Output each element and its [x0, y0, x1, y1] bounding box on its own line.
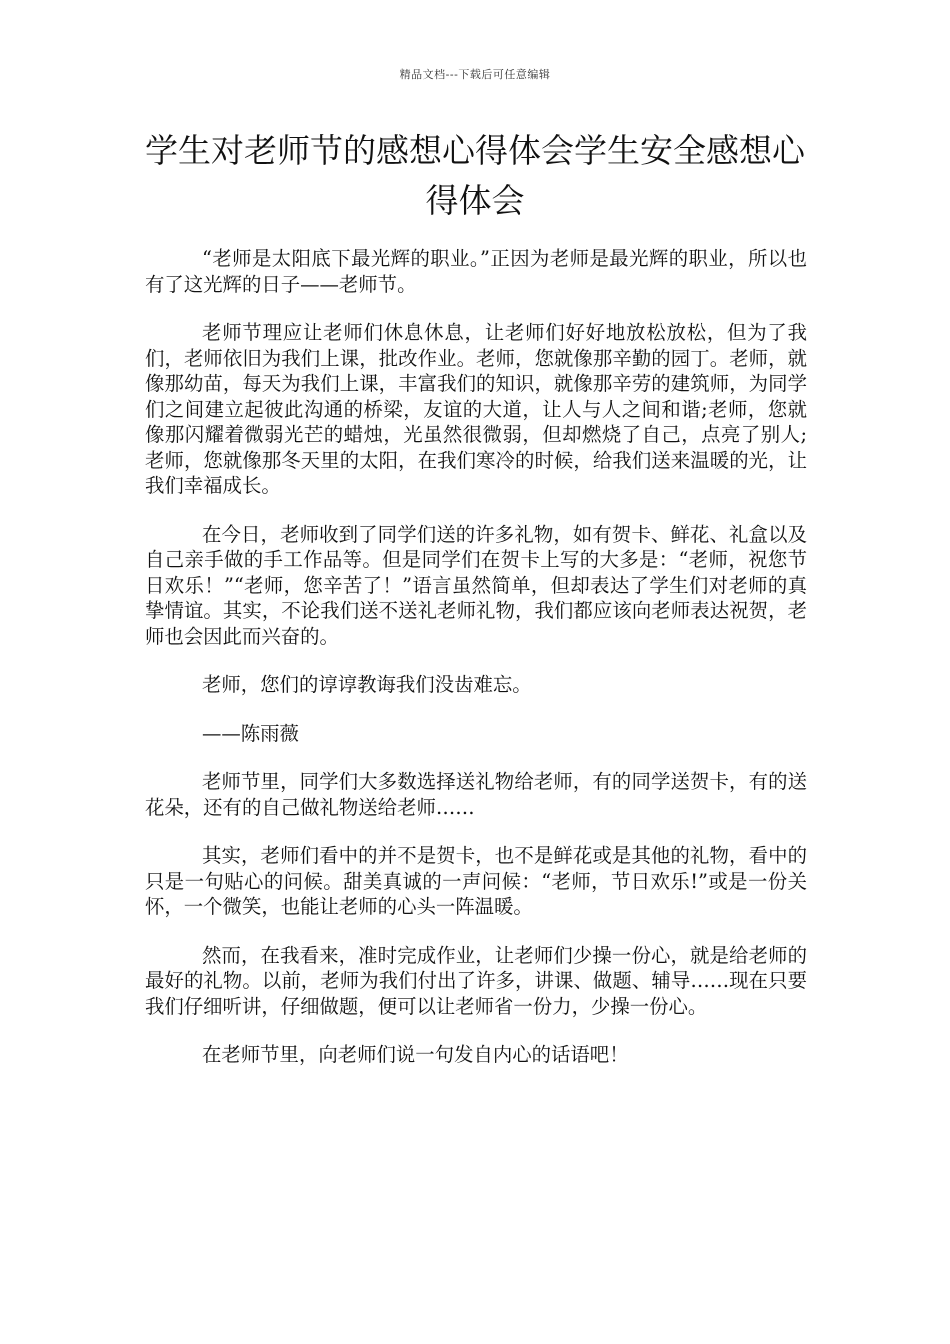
paragraph-2: 老师节理应让老师们休息休息，让老师们好好地放松放松，但为了我们，老师依旧为我们上课，批改作业。老师，您就像那辛勤的园丁。老师，就像那幼苗，每天为我们上课，丰富我们的知识，就像那辛劳的建筑师，为同学们之间建立起彼此沟通的桥梁，友谊的大道，让人与人之间和谐;老师，您就像那闪耀着微弱光芒的蜡烛，光虽然很微弱，但却燃烧了自己，点亮了别人;老师，您就像那冬天里的太阳，在我们寒冷的时候，给我们送来温暖的光，让我们幸福成长。 [145, 321, 807, 497]
paragraph-6: 其实，老师们看中的并不是贺卡，也不是鲜花或是其他的礼物，看中的只是一句贴心的问候。甜美真诚的一声问候：“老师，节日欢乐!”或是一份关怀，一个微笑，也能让老师的心头一阵温暖。 [145, 844, 807, 918]
paragraph-5: 老师节里，同学们大多数选择送礼物给老师，有的同学送贺卡，有的送花朵，还有的自己做礼物送给老师…… [145, 770, 807, 819]
author-signature: ——陈雨薇 [202, 721, 299, 745]
paragraph-7: 然而，在我看来，准时完成作业，让老师们少操一份心，就是给老师的最好的礼物。以前，老师为我们付出了许多，讲课、做题、辅导……现在只要我们仔细听讲，仔细做题，便可以让老师省一份力，少操一份心。 [145, 943, 807, 1018]
paragraph-4: 老师，您们的谆谆教诲我们没齿难忘。 [202, 673, 532, 696]
document-title: 学生对老师节的感想心得体会学生安全感想心得体会 [145, 131, 805, 220]
paragraph-8: 在老师节里，向老师们说一句发自内心的话语吧！ [202, 1043, 629, 1066]
header-note: 精品文档---下载后可任意编辑 [399, 68, 551, 81]
paragraph-1: “老师是太阳底下最光辉的职业。”正因为老师是最光辉的职业，所以也有了这光辉的日子——老师节。 [145, 247, 807, 296]
paragraph-3: 在今日，老师收到了同学们送的许多礼物，如有贺卡、鲜花、礼盒以及自己亲手做的手工作品等。但是同学们在贺卡上写的大多是：“老师，祝您节日欢乐！”“老师，您辛苦了！”语言虽然简单，但却表达了学生们对老师的真挚情谊。其实，不论我们送不送礼老师礼物，我们都应该向老师表达祝贺，老师也会因此而兴奋的。 [145, 522, 807, 648]
document-body [145, 246, 807, 1091]
